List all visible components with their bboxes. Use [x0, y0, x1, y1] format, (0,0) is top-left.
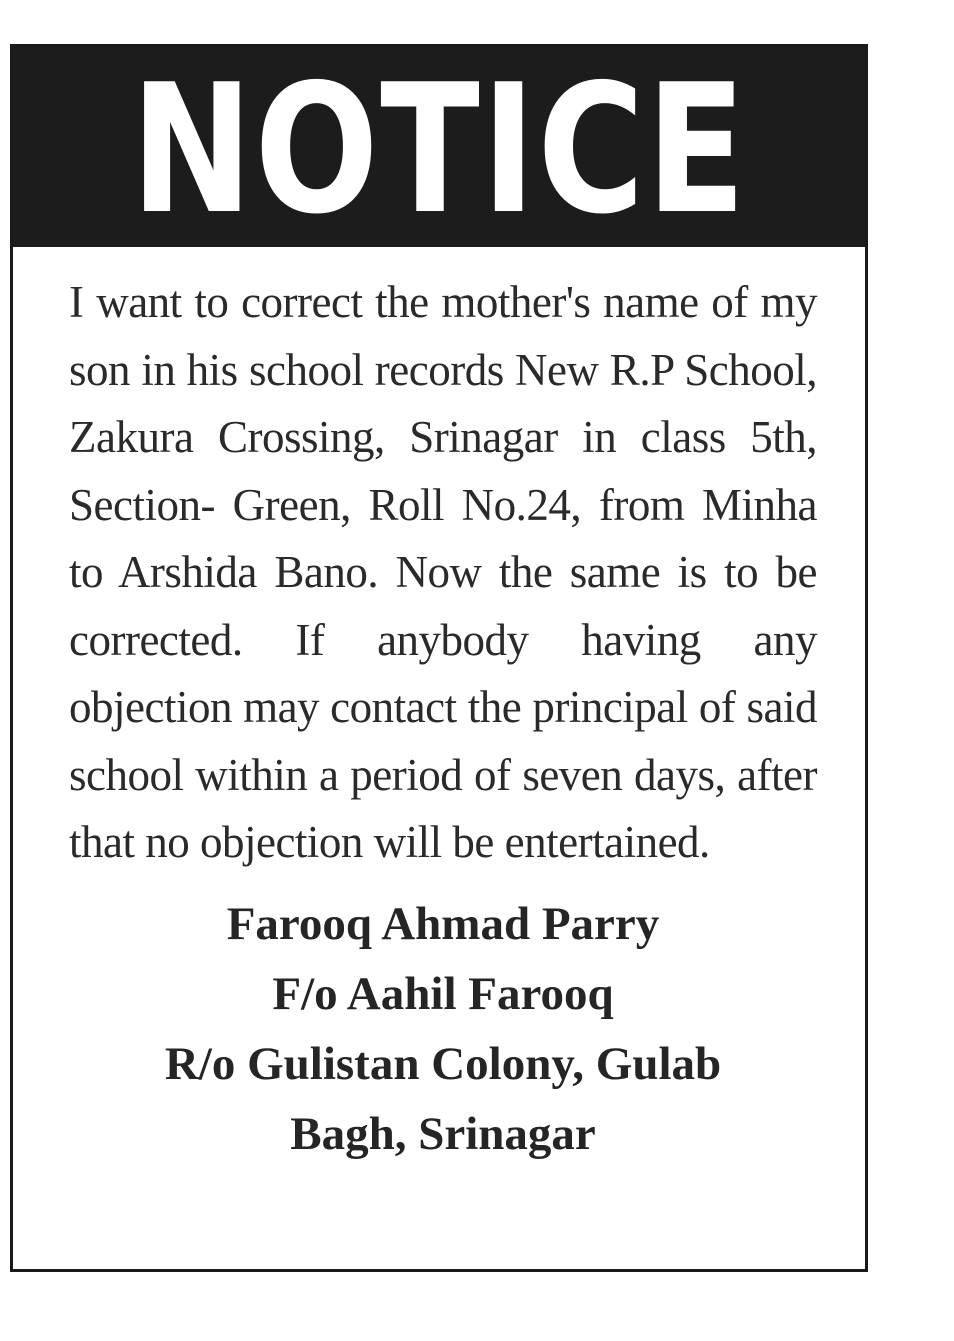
signatory-relation: F/o Aahil Farooq: [272, 967, 614, 1020]
signatory-name: Farooq Ahmad Parry: [226, 897, 660, 950]
notice-advertisement: [10, 44, 868, 1272]
signatory-address-line-2: Bagh, Srinagar: [290, 1107, 596, 1160]
notice-title: NOTICE: [130, 46, 748, 253]
notice-body-text: I want to correct the mother's name of my son in his school records New R.P School, Zakura Crossing, Srinagar in class 5th, Section- Green, Roll No.24, from Minha to Arshida Bano. Now the same is to be corrected. If anybody having any objection may contact the principal of said school within a period of seven days, after that no objection will be entertained.: [69, 277, 817, 867]
signatory-address-line-1: R/o Gulistan Colony, Gulab: [164, 1037, 722, 1090]
notice-header-band: [13, 46, 865, 253]
signature-block: [69, 889, 817, 1169]
notice-body: [69, 269, 817, 1169]
